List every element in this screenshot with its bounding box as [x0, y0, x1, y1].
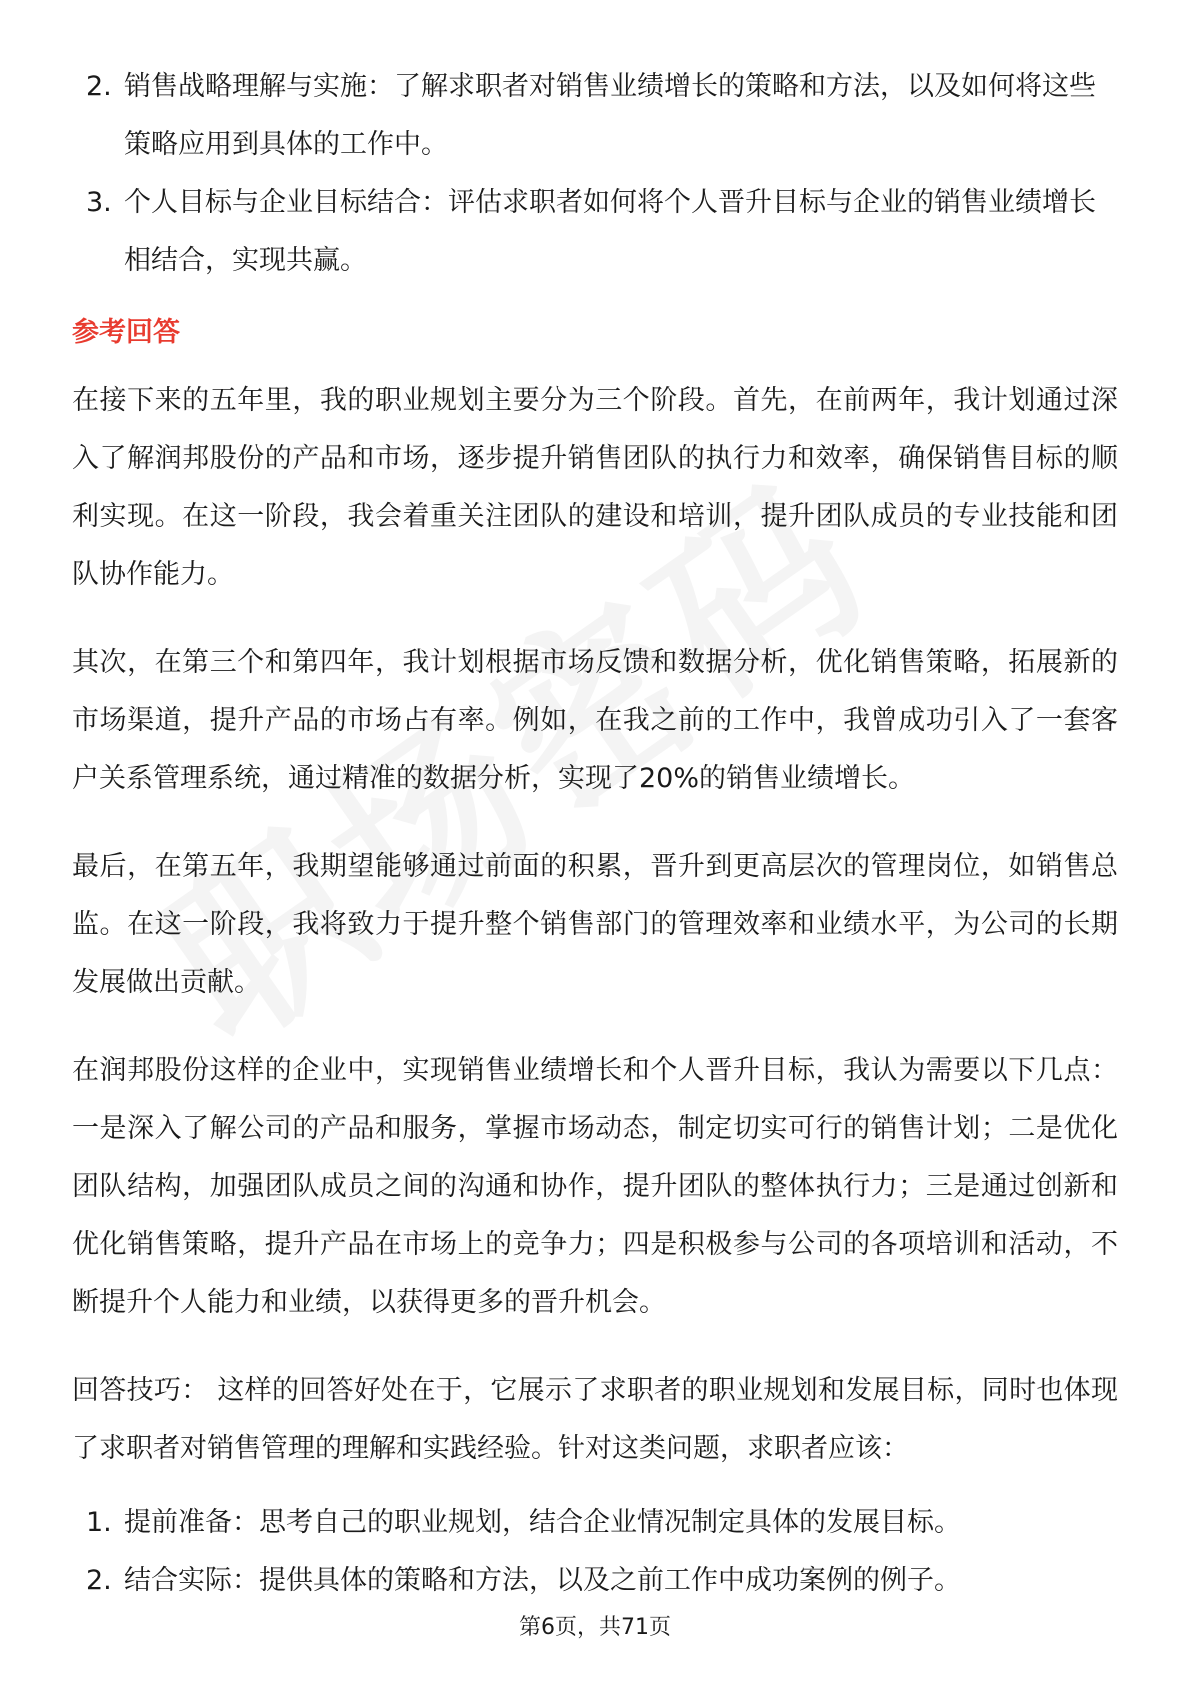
list-item-text: 结合实际：提供具体的策略和方法，以及之前工作中成功案例的例子。: [124, 1565, 961, 1596]
list-item: [72, 58, 1118, 174]
paragraph: 其次，在第三个和第四年，我计划根据市场反馈和数据分析，优化销售策略，拓展新的市场渠道，提升产品的市场占有率。例如，在我之前的工作中，我曾成功引入了一套客户关系管理系统，通过精准的数据分析，实现了20%的销售业绩增长。: [72, 647, 1118, 794]
list-number: 2.: [86, 71, 112, 102]
section-heading: 参考回答: [72, 317, 180, 348]
list-item: [72, 174, 1118, 290]
list-item-text: 个人目标与企业目标结合：评估求职者如何将个人晋升目标与企业的销售业绩增长相结合，实现共赢。: [124, 187, 1096, 276]
list-item-text: 提前准备：思考自己的职业规划，结合企业情况制定具体的发展目标。: [124, 1507, 961, 1538]
paragraph: 在润邦股份这样的企业中，实现销售业绩增长和个人晋升目标，我认为需要以下几点：一是深入了解公司的产品和服务，掌握市场动态，制定切实可行的销售计划；二是优化团队结构，加强团队成员之间的沟通和协作，提升团队的整体执行力；三是通过创新和优化销售策略，提升产品在市场上的竞争力；四是积极参与公司的各项培训和活动，不断提升个人能力和业绩，以获得更多的晋升机会。: [72, 1055, 1118, 1318]
paragraph: 在接下来的五年里，我的职业规划主要分为三个阶段。首先，在前两年，我计划通过深入了解润邦股份的产品和市场，逐步提升销售团队的执行力和效率，确保销售目标的顺利实现。在这一阶段，我会着重关注团队的建设和培训，提升团队成员的专业技能和团队协作能力。: [72, 385, 1118, 590]
list-number: 3.: [86, 187, 112, 218]
tips-list: [72, 1494, 1118, 1610]
page-footer: 第6页，共71页: [519, 1615, 671, 1640]
intro-list: [72, 58, 1118, 290]
list-number: 2.: [86, 1565, 112, 1596]
list-number: 1.: [86, 1507, 112, 1538]
list-item: [72, 1494, 1118, 1552]
list-item: [72, 1552, 1118, 1610]
document-body: [72, 58, 1118, 1610]
paragraph: 回答技巧： 这样的回答好处在于，它展示了求职者的职业规划和发展目标，同时也体现了求职者对销售管理的理解和实践经验。针对这类问题，求职者应该：: [72, 1375, 1118, 1464]
list-item-text: 销售战略理解与实施：了解求职者对销售业绩增长的策略和方法，以及如何将这些策略应用到具体的工作中。: [124, 71, 1096, 160]
paragraph: 最后，在第五年，我期望能够通过前面的积累，晋升到更高层次的管理岗位，如销售总监。在这一阶段，我将致力于提升整个销售部门的管理效率和业绩水平，为公司的长期发展做出贡献。: [72, 851, 1118, 998]
